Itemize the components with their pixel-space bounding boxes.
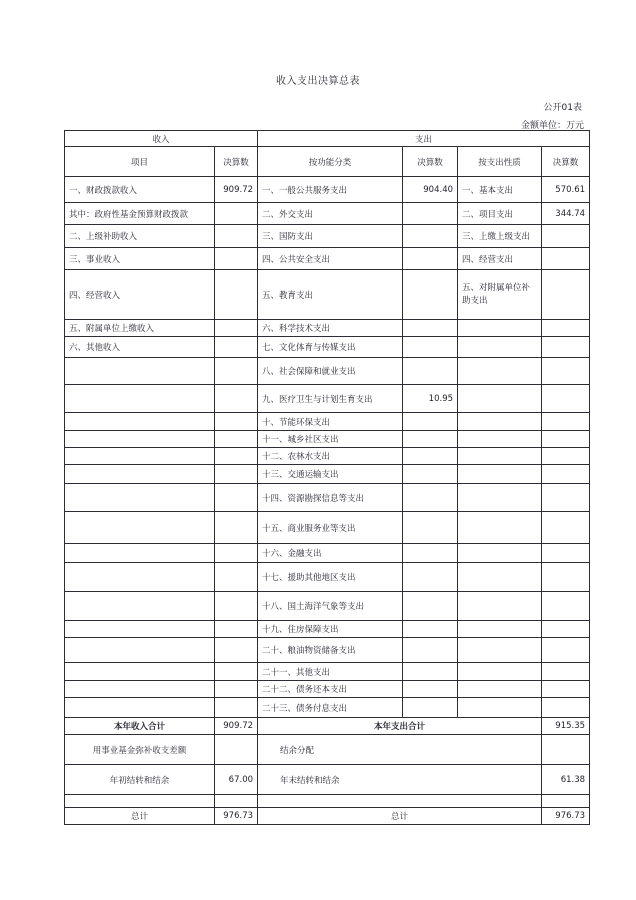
nature-amount [542,320,590,337]
expense-total-label: 本年支出合计 [258,718,542,735]
income-amount [215,225,258,248]
grand-income-label: 总计 [65,808,215,825]
grand-total-row [65,808,590,825]
grand-expense-label: 总计 [258,808,542,825]
table-row [65,484,590,512]
nature-amount [542,337,590,358]
table-row [65,621,590,638]
function-amount [403,431,458,448]
income-amount [215,337,258,358]
table-row [65,544,590,563]
income-item [65,638,215,663]
nature-amount [542,465,590,484]
function-amount [403,698,458,718]
income-amount: 909.72 [215,177,258,203]
table-row [65,663,590,681]
nature-amount [542,563,590,592]
table-id: 公开01表 [543,103,582,113]
function-amount [403,512,458,544]
function-amount [403,592,458,621]
income-amount [215,320,258,337]
header-expense: 支出 [258,131,590,147]
nature-amount [542,270,590,320]
function-item: 十四、资源勘探信息等支出 [258,484,403,512]
income-item [65,663,215,681]
table-row [65,177,590,203]
function-amount [403,358,458,385]
table-row [65,337,590,358]
income-amount [215,512,258,544]
spacer-cell [215,795,258,808]
table-row [65,448,590,465]
function-item: 十三、交通运输支出 [258,465,403,484]
income-amount [215,248,258,270]
nature-item: 三、上缴上级支出 [458,225,542,248]
closing-balance-value: 61.38 [542,765,590,795]
nature-item [458,663,542,681]
function-amount [403,544,458,563]
spacer-cell [542,795,590,808]
nature-amount [542,621,590,638]
table-row [65,320,590,337]
income-item [65,621,215,638]
income-item [65,563,215,592]
function-amount [403,638,458,663]
function-amount [403,337,458,358]
income-item [65,592,215,621]
function-item: 四、公共安全支出 [258,248,403,270]
function-item: 十六、金融支出 [258,544,403,563]
function-item: 十、节能环保支出 [258,413,403,431]
function-item: 八、社会保障和就业支出 [258,358,403,385]
function-item: 九、医疗卫生与计划生育支出 [258,385,403,413]
function-amount [403,563,458,592]
function-amount: 904.40 [403,177,458,203]
nature-item [458,681,542,698]
income-total-value: 909.72 [215,718,258,735]
table-row [65,563,590,592]
function-amount [403,448,458,465]
fund-reserve-label: 用事业基金弥补收支差额 [65,735,215,765]
annual-total-row [65,718,590,735]
table-row [65,431,590,448]
income-amount [215,663,258,681]
income-amount [215,448,258,465]
nature-item [458,638,542,663]
function-item: 一、一般公共服务支出 [258,177,403,203]
fund-reserve-row [65,735,590,765]
nature-item [458,544,542,563]
nature-amount [542,638,590,663]
surplus-distribution-value [542,735,590,765]
table-row [65,203,590,225]
income-amount [215,638,258,663]
nature-item [458,465,542,484]
header-item: 项目 [65,147,215,177]
function-item: 二十、粮油物资储备支出 [258,638,403,663]
function-item: 五、教育支出 [258,270,403,320]
income-total-label: 本年收入合计 [65,718,215,735]
function-item: 十一、城乡社区支出 [258,431,403,448]
function-item: 二十三、债务付息支出 [258,698,403,718]
income-item [65,484,215,512]
nature-item [458,512,542,544]
nature-amount [542,698,590,718]
table-row [65,592,590,621]
nature-amount [542,358,590,385]
table-row [65,270,590,320]
nature-amount [542,448,590,465]
income-amount [215,621,258,638]
income-amount [215,563,258,592]
nature-item: 四、经营支出 [458,248,542,270]
header-income: 收入 [65,131,258,147]
nature-amount: 570.61 [542,177,590,203]
function-item: 六、科学技术支出 [258,320,403,337]
nature-amount [542,663,590,681]
income-expense-table [64,130,590,825]
nature-item [458,358,542,385]
function-item: 三、国防支出 [258,225,403,248]
spacer-cell [258,795,542,808]
nature-amount [542,431,590,448]
header-by-nature: 按支出性质 [458,147,542,177]
income-item [65,544,215,563]
header-column-row [65,147,590,177]
nature-item [458,320,542,337]
nature-amount [542,592,590,621]
income-item: 二、上级补助收入 [65,225,215,248]
nature-item: 五、对附属单位补助支出 [458,270,542,320]
nature-amount [542,248,590,270]
table-row [65,465,590,484]
income-amount [215,465,258,484]
income-item [65,448,215,465]
table-row [65,698,590,718]
header-function-amount: 决算数 [403,147,458,177]
table-row [65,512,590,544]
function-amount [403,320,458,337]
nature-item [458,563,542,592]
income-item [65,698,215,718]
function-amount [403,681,458,698]
income-item [65,512,215,544]
table-row [65,413,590,431]
function-item: 十七、援助其他地区支出 [258,563,403,592]
header-nature-amount: 决算数 [542,147,590,177]
income-item [65,431,215,448]
function-amount [403,225,458,248]
income-item [65,681,215,698]
nature-amount [542,681,590,698]
header-by-function: 按功能分类 [258,147,403,177]
function-amount [403,663,458,681]
income-item: 三、事业收入 [65,248,215,270]
function-amount [403,413,458,431]
income-item: 六、其他收入 [65,337,215,358]
nature-item [458,337,542,358]
table-row [65,638,590,663]
nature-amount [542,385,590,413]
nature-amount [542,512,590,544]
nature-item [458,431,542,448]
opening-balance-value: 67.00 [215,765,258,795]
spacer-cell [65,795,215,808]
function-amount [403,203,458,225]
table-row [65,248,590,270]
function-item: 二十二、债务还本支出 [258,681,403,698]
nature-amount [542,413,590,431]
income-item: 五、附属单位上缴收入 [65,320,215,337]
nature-item [458,385,542,413]
function-item: 七、文化体育与传媒支出 [258,337,403,358]
income-amount [215,681,258,698]
function-item: 十二、农林水支出 [258,448,403,465]
income-amount [215,413,258,431]
nature-item [458,448,542,465]
income-item: 一、财政拨款收入 [65,177,215,203]
function-amount [403,465,458,484]
spacer-row [65,795,590,808]
income-item: 其中：政府性基金预算财政拨款 [65,203,215,225]
function-item: 十九、住房保障支出 [258,621,403,638]
nature-item: 二、项目支出 [458,203,542,225]
header-income-amount: 决算数 [215,147,258,177]
table-row [65,681,590,698]
table-row [65,358,590,385]
income-amount [215,203,258,225]
function-amount [403,621,458,638]
nature-item [458,413,542,431]
closing-balance-label: 年末结转和结余 [258,765,542,795]
income-amount [215,358,258,385]
table-row [65,225,590,248]
nature-item [458,484,542,512]
fund-reserve-value [215,735,258,765]
income-amount [215,431,258,448]
expense-total-value: 915.35 [542,718,590,735]
income-amount [215,698,258,718]
page-title: 收入支出决算总表 [276,76,360,87]
amount-unit: 金额单位：万元 [520,121,584,131]
header-group-row [65,131,590,147]
function-item: 二十一、其他支出 [258,663,403,681]
nature-amount [542,225,590,248]
carryover-row [65,765,590,795]
grand-expense-value: 976.73 [542,808,590,825]
income-item [65,465,215,484]
income-item: 四、经营收入 [65,270,215,320]
opening-balance-label: 年初结转和结余 [65,765,215,795]
table-row [65,385,590,413]
income-item [65,358,215,385]
nature-item: 一、基本支出 [458,177,542,203]
nature-amount [542,484,590,512]
income-item [65,385,215,413]
income-amount [215,270,258,320]
function-amount: 10.95 [403,385,458,413]
income-amount [215,484,258,512]
nature-item [458,592,542,621]
nature-amount [542,544,590,563]
grand-income-value: 976.73 [215,808,258,825]
income-amount [215,592,258,621]
surplus-distribution-label: 结余分配 [258,735,542,765]
nature-item [458,621,542,638]
income-amount [215,544,258,563]
function-amount [403,248,458,270]
function-amount [403,270,458,320]
function-item: 十八、国土海洋气象等支出 [258,592,403,621]
nature-amount: 344.74 [542,203,590,225]
income-amount [215,385,258,413]
function-item: 十五、商业服务业等支出 [258,512,403,544]
income-item [65,413,215,431]
function-item: 二、外交支出 [258,203,403,225]
nature-item [458,698,542,718]
function-amount [403,484,458,512]
